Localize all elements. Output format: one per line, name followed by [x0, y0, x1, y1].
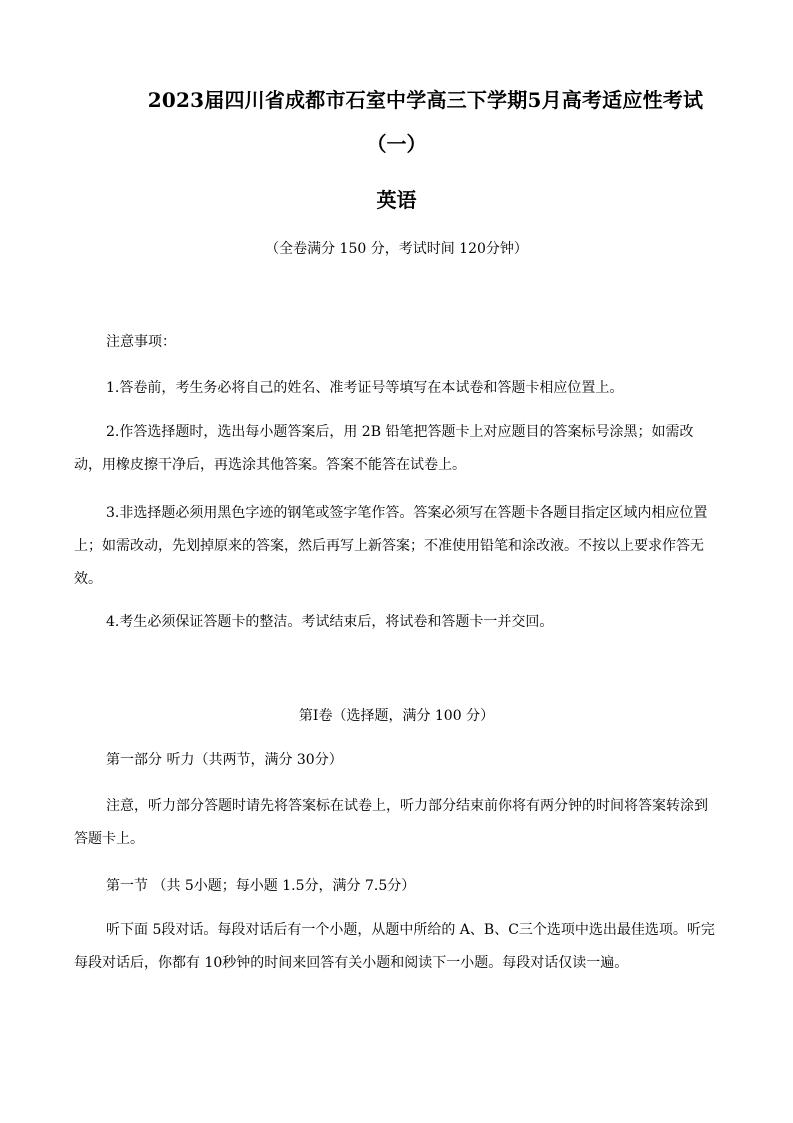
exam-info: （全卷满分 150 分，考试时间 120分钟） — [265, 241, 528, 257]
subsection-1-instruction: 听下面 5段对话。每段对话后有一个小题，从题中所给的 A、B、C三个选项中选出最佳选项。听完每段对话后，你都有 10秒钟的时间来回答有关小题和阅读下一小题。每段对话仅读一遍。 — [74, 922, 715, 971]
notice-item-2: 2.作答选择题时，选出每小题答案后，用 2B 铅笔把答题卡上对应题目的答案标号涂黑；如需改动，用橡皮擦干净后，再选涂其他答案。答案不能答在试卷上。 — [74, 424, 694, 473]
subsection-1-heading: 第一节 （共 5小题；每小题 1.5分，满分 7.5分） — [106, 878, 416, 894]
notice-item-4: 4.考生必须保证答题卡的整洁。考试结束后，将试卷和答题卡一并交回。 — [106, 614, 554, 630]
notice-item-1: 1.答卷前，考生务必将自己的姓名、准考证号等填写在本试卷和答题卡相应位置上。 — [106, 380, 624, 396]
notice-heading: 注意事项： — [106, 334, 176, 350]
part-1-note: 注意，听力部分答题时请先将答案标在试卷上，听力部分结束前你将有两分钟的时间将答案转涂到答题卡上。 — [74, 798, 708, 847]
part-1-heading: 第一部分 听力（共两节，满分 30分） — [106, 752, 343, 768]
section-1-heading: 第Ⅰ卷（选择题，满分 100 分） — [298, 708, 495, 724]
exam-title: 2023届四川省成都市石室中学高三下学期5月高考适应性考试 — [147, 88, 704, 112]
exam-title-number: （一） — [366, 132, 427, 156]
subject-title: 英语 — [376, 188, 417, 212]
notice-item-3: 3.非选择题必须用黑色字迹的钢笔或签字笔作答。答案必须写在答题卡各题目指定区域内相应位置上；如需改动，先划掉原来的答案，然后再写上新答案；不准使用铅笔和涂改液。不按以上要求作答无效。 — [74, 505, 708, 587]
